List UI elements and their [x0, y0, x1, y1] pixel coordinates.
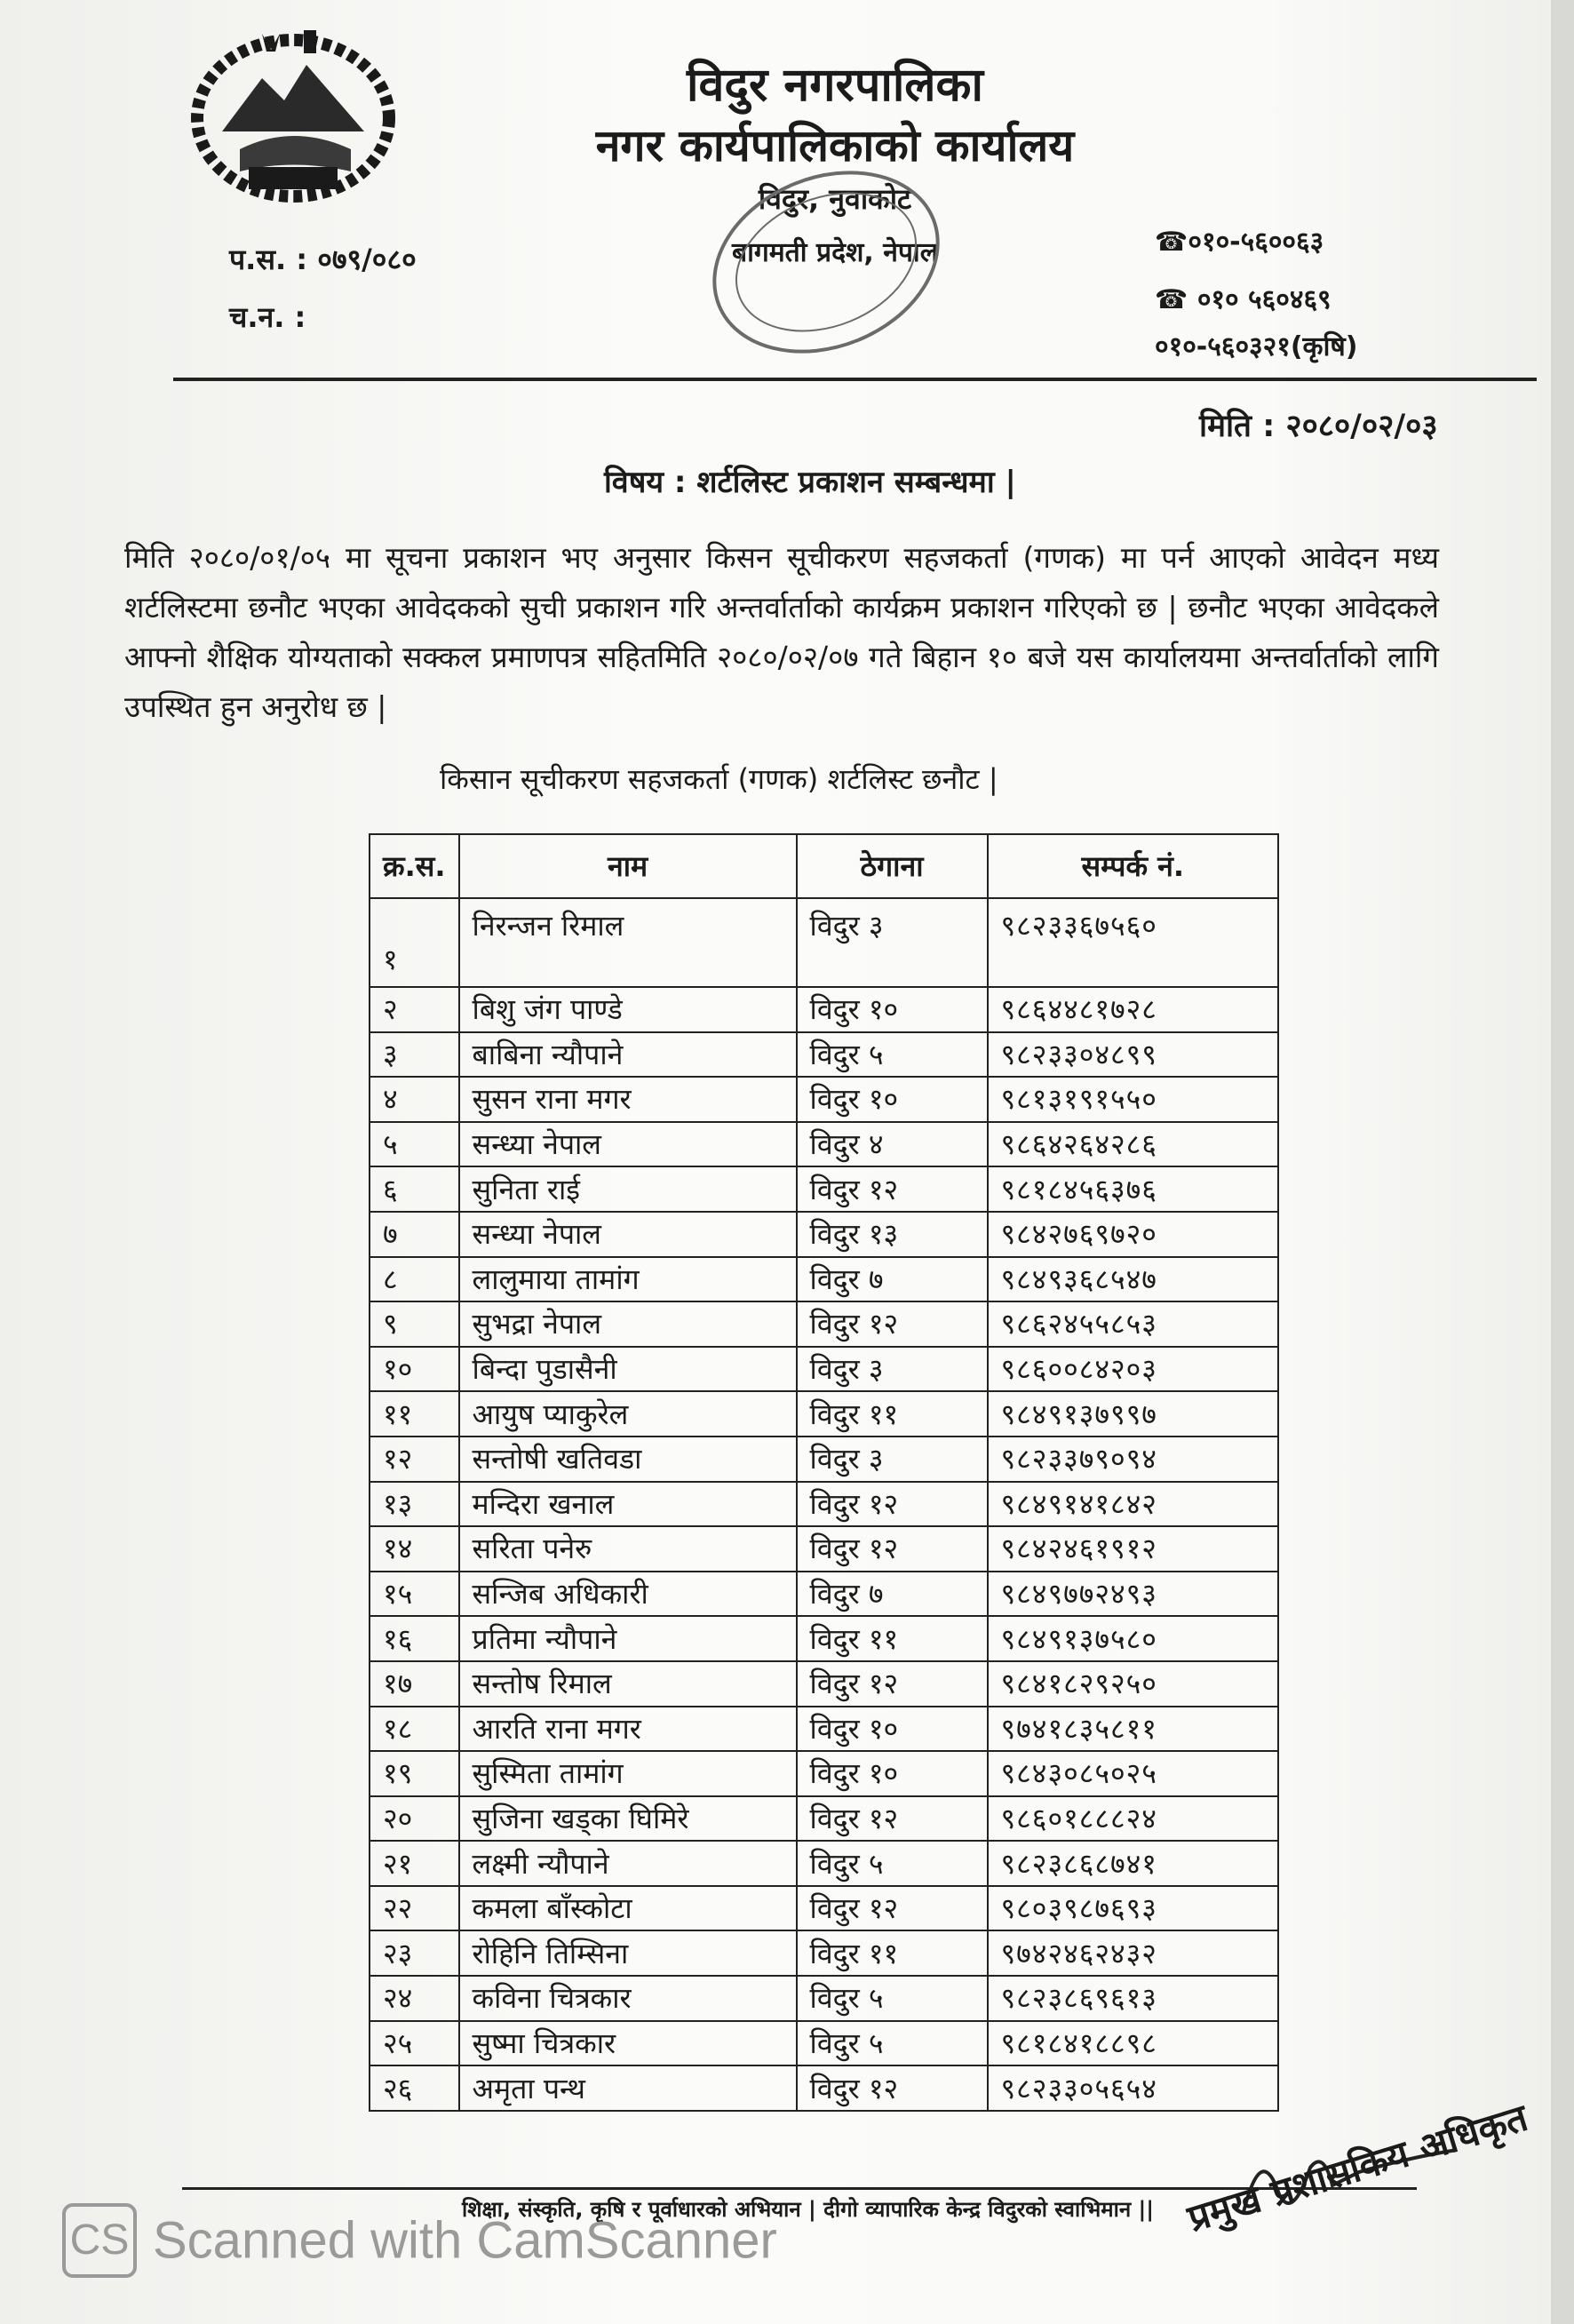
cell-address: विदुर १०: [797, 1077, 988, 1122]
cell-name: लालुमाया तामांग: [459, 1257, 797, 1302]
cell-contact: ९७४२४६२४३२: [988, 1930, 1278, 1976]
cell-contact: ९८४२७६९७२०: [988, 1212, 1278, 1257]
cell-contact: ९८६२४५५८५३: [988, 1301, 1278, 1347]
cell-name: सुभद्रा नेपाल: [459, 1301, 797, 1347]
cell-serial: ७: [370, 1212, 459, 1257]
table-row: [370, 1751, 1278, 1796]
cell-address: विदुर १२: [797, 1301, 988, 1347]
cell-serial: ४: [370, 1077, 459, 1122]
cell-name: सुनिता राई: [459, 1166, 797, 1212]
phone-agriculture: ०१०-५६०३२१(कृषि): [1155, 331, 1358, 362]
cell-serial: १३: [370, 1482, 459, 1527]
cell-contact: ९८२३३०५६५४: [988, 2065, 1278, 2111]
cell-address: विदुर १२: [797, 1482, 988, 1527]
municipality-name: विदुर नगरपालिका: [687, 59, 983, 112]
letter-body: मिति २०८०/०१/०५ मा सूचना प्रकाशन भए अनुसार किसन सूचीकरण सहजकर्ता (गणक) मा पर्न आएको आवेदन मध्य शर्टलिस्टमा छनौट भएका आवेदकको सुची प्रकाशन गरि अन्तर्वार्ताको कार्यक्रम प्रकाशन गरिएको छ | छनौट भएका आवेदकले आफ्नो शैक्षिक योग्यताको सक्कल प्रमाणपत्र सहितमिति २०८०/०२/०७ गते बिहान १० बजे यस कार्यालयमा अन्तर्वार्ताको लागि उपस्थित हुन अनुरोध छ |: [124, 540, 1439, 724]
camscanner-watermark: [62, 2203, 777, 2278]
cell-serial: ११: [370, 1391, 459, 1437]
table-row: [370, 898, 1278, 987]
cell-serial: १: [370, 898, 459, 987]
cell-contact: ९८४९१३७९९७: [988, 1391, 1278, 1437]
cell-address: विदुर ५: [797, 1976, 988, 2021]
cell-name: सुसन राना मगर: [459, 1077, 797, 1122]
cell-serial: १७: [370, 1661, 459, 1707]
cell-address: विदुर १२: [797, 1886, 988, 1931]
table-row: [370, 1930, 1278, 1976]
table-row: [370, 1526, 1278, 1572]
cell-contact: ९८४९१३७५८०: [988, 1616, 1278, 1661]
page-edge-shadow: [1551, 0, 1574, 2324]
cell-name: बिन्दा पुडासैनी: [459, 1347, 797, 1392]
table-row: [370, 1077, 1278, 1122]
cell-serial: १०: [370, 1347, 459, 1392]
letter-subject: विषय : शर्टलिस्ट प्रकाशन सम्बन्धमा |: [604, 465, 1016, 500]
cell-name: आरति राना मगर: [459, 1707, 797, 1752]
cell-name: आयुष प्याकुरेल: [459, 1391, 797, 1437]
cell-contact: ९८२३८६८७४१: [988, 1841, 1278, 1886]
col-header-name: नाम: [459, 834, 797, 898]
cell-contact: ९८१८४१८८९८: [988, 2021, 1278, 2066]
cell-serial: २०: [370, 1796, 459, 1842]
cell-name: मन्दिरा खनाल: [459, 1482, 797, 1527]
col-header-contact: सम्पर्क नं.: [988, 834, 1278, 898]
footer-slogan: शिक्षा, संस्कृति, कृषि र पूर्वाधारको अभियान | दीगो व्यापारिक केन्द्र विदुरको स्वाभिमान ||: [462, 2197, 1155, 2222]
cell-serial: १८: [370, 1707, 459, 1752]
table-header-row: [370, 834, 1278, 898]
cell-address: विदुर १०: [797, 987, 988, 1032]
cell-contact: ९८४१८२९२५०: [988, 1661, 1278, 1707]
cell-address: विदुर १२: [797, 2065, 988, 2111]
cell-contact: ९७४१८३५८११: [988, 1707, 1278, 1752]
cell-serial: १४: [370, 1526, 459, 1572]
table-row: [370, 1886, 1278, 1931]
col-header-address: ठेगाना: [797, 834, 988, 898]
office-location: विदुर, नुवाकोट: [758, 182, 912, 216]
cell-name: कमला बाँस्कोटा: [459, 1886, 797, 1931]
table-row: [370, 1347, 1278, 1392]
camscanner-logo-icon: CS: [62, 2203, 137, 2278]
cell-address: विदुर ११: [797, 1616, 988, 1661]
cell-address: विदुर ७: [797, 1572, 988, 1617]
table-row: [370, 1572, 1278, 1617]
cell-name: रोहिनि तिम्सिना: [459, 1930, 797, 1976]
table-row: [370, 1796, 1278, 1842]
cell-name: सुजिना खड्का घिमिरे: [459, 1796, 797, 1842]
table-row: [370, 1616, 1278, 1661]
cell-address: विदुर ११: [797, 1391, 988, 1437]
table-row: [370, 2065, 1278, 2111]
cell-serial: १९: [370, 1751, 459, 1796]
cell-name: प्रतिमा न्यौपाने: [459, 1616, 797, 1661]
cell-serial: २१: [370, 1841, 459, 1886]
cell-serial: १२: [370, 1437, 459, 1482]
office-name: नगर कार्यपालिकाको कार्यालय: [595, 120, 1075, 171]
cell-contact: ९८४३०८५०२५: [988, 1751, 1278, 1796]
table-row: [370, 1166, 1278, 1212]
cell-name: बिशु जंग पाण्डे: [459, 987, 797, 1032]
office-province: बागमती प्रदेश, नेपाल: [731, 237, 939, 268]
phone-2: ☎ ०१० ५६०४६९: [1155, 284, 1332, 315]
phone-1: ☎०१०-५६००६३: [1155, 227, 1324, 258]
cell-contact: ९८४९१४१८४२: [988, 1482, 1278, 1527]
cell-address: विदुर ५: [797, 2021, 988, 2066]
cell-address: विदुर ३: [797, 1347, 988, 1392]
cell-address: विदुर ४: [797, 1122, 988, 1167]
office-stamp-icon: [684, 155, 968, 369]
watermark-text: Scanned with CamScanner: [153, 2211, 777, 2270]
cell-serial: १५: [370, 1572, 459, 1617]
cell-address: विदुर ५: [797, 1032, 988, 1078]
cell-name: सन्ध्या नेपाल: [459, 1212, 797, 1257]
government-emblem-icon: [187, 25, 400, 207]
cell-name: निरन्जन रिमाल: [459, 898, 797, 987]
cell-address: विदुर ५: [797, 1841, 988, 1886]
table-row: [370, 1301, 1278, 1347]
letter-date: मिति : २०८०/०२/०३: [1199, 409, 1438, 444]
cell-contact: ९८०३९८७६९३: [988, 1886, 1278, 1931]
cell-contact: ९८२३३६७५६०: [988, 898, 1278, 987]
col-header-serial: क्र.स.: [370, 834, 459, 898]
cell-name: कविना चित्रकार: [459, 1976, 797, 2021]
cell-name: सरिता पनेरु: [459, 1526, 797, 1572]
cell-address: विदुर १३: [797, 1212, 988, 1257]
cell-serial: १६: [370, 1616, 459, 1661]
cell-contact: ९८४९७७२४९३: [988, 1572, 1278, 1617]
shortlist-table: [369, 833, 1279, 2112]
cell-name: सन्ध्या नेपाल: [459, 1122, 797, 1167]
cell-contact: ९८६००८४२०३: [988, 1347, 1278, 1392]
table-row: [370, 1212, 1278, 1257]
cell-name: लक्ष्मी न्यौपाने: [459, 1841, 797, 1886]
cell-address: विदुर १२: [797, 1526, 988, 1572]
cell-name: बाबिना न्यौपाने: [459, 1032, 797, 1078]
cell-address: विदुर ११: [797, 1930, 988, 1976]
cell-serial: २५: [370, 2021, 459, 2066]
cell-address: विदुर १२: [797, 1661, 988, 1707]
cell-name: सन्तोष रिमाल: [459, 1661, 797, 1707]
table-row: [370, 1437, 1278, 1482]
cell-serial: २६: [370, 2065, 459, 2111]
cell-serial: ३: [370, 1032, 459, 1078]
cell-name: अमृता पन्थ: [459, 2065, 797, 2111]
table-row: [370, 1841, 1278, 1886]
table-row: [370, 1032, 1278, 1078]
dispatch-number: च.न. :: [229, 300, 306, 334]
table-row: [370, 987, 1278, 1032]
cell-address: विदुर ३: [797, 898, 988, 987]
cell-serial: २३: [370, 1930, 459, 1976]
reference-number: प.स. : ०७९/०८०: [229, 243, 417, 276]
cell-contact: ९८४९३६८५४७: [988, 1257, 1278, 1302]
cell-contact: ९८२३३७९०९४: [988, 1437, 1278, 1482]
cell-name: सुष्मा चित्रकार: [459, 2021, 797, 2066]
cell-serial: २: [370, 987, 459, 1032]
table-row: [370, 1257, 1278, 1302]
cell-contact: ९८१३१९१५५०: [988, 1077, 1278, 1122]
cell-address: विदुर ७: [797, 1257, 988, 1302]
table-row: [370, 1976, 1278, 2021]
cell-serial: २४: [370, 1976, 459, 2021]
cell-contact: ९८६४२६४२८६: [988, 1122, 1278, 1167]
table-caption: किसान सूचीकरण सहजकर्ता (गणक) शर्टलिस्ट छनौट |: [440, 762, 998, 796]
cell-serial: ६: [370, 1166, 459, 1212]
cell-serial: ८: [370, 1257, 459, 1302]
header-divider: [173, 378, 1537, 381]
table-row: [370, 1661, 1278, 1707]
table-row: [370, 1707, 1278, 1752]
table-row: [370, 2021, 1278, 2066]
cell-serial: ५: [370, 1122, 459, 1167]
cell-name: सन्जिब अधिकारी: [459, 1572, 797, 1617]
cell-contact: ९८४२४६१९१२: [988, 1526, 1278, 1572]
cell-name: सन्तोषी खतिवडा: [459, 1437, 797, 1482]
cell-contact: ९८२३८६९६१३: [988, 1976, 1278, 2021]
cell-serial: २२: [370, 1886, 459, 1931]
officer-designation: प्रमुख प्रशासकिय अधिकृत: [1182, 2095, 1533, 2240]
table-row: [370, 1482, 1278, 1527]
cell-contact: ९८२३३०४८९९: [988, 1032, 1278, 1078]
cell-address: विदुर १०: [797, 1707, 988, 1752]
cell-address: विदुर १०: [797, 1751, 988, 1796]
table-row: [370, 1391, 1278, 1437]
cell-name: सुस्मिता तामांग: [459, 1751, 797, 1796]
cell-contact: ९८६४४८१७२८: [988, 987, 1278, 1032]
cell-serial: ९: [370, 1301, 459, 1347]
cell-address: विदुर १२: [797, 1796, 988, 1842]
cell-contact: ९८६०१८८८२४: [988, 1796, 1278, 1842]
cell-address: विदुर १२: [797, 1166, 988, 1212]
cell-contact: ९८१८४५६३७६: [988, 1166, 1278, 1212]
cell-address: विदुर ३: [797, 1437, 988, 1482]
table-row: [370, 1122, 1278, 1167]
